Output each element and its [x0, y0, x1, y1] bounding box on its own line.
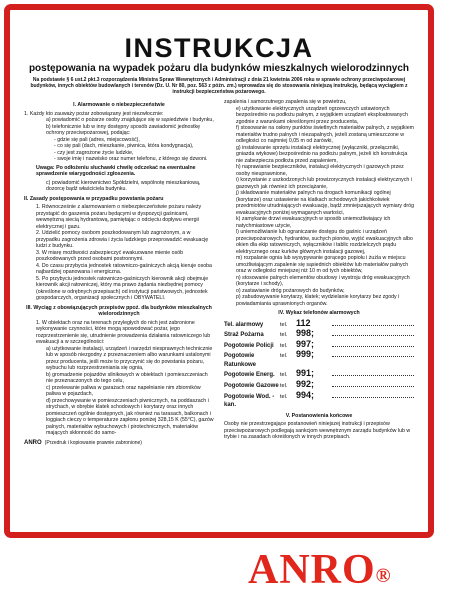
s3-item-k: k) zamykanie drzwi ewakuacyjnych w sposób uniemożliwiający ich natychmiastowe użycie, — [236, 216, 391, 229]
phone-label: Pogotowie Gazowe — [224, 383, 279, 390]
phone-number: 992; — [296, 379, 315, 390]
phone-label: Pogotowie Policji — [224, 342, 274, 349]
registered-mark: ® — [375, 565, 392, 587]
fill-line — [332, 391, 414, 398]
s2-item-5: 5. Po przybyciu jednostek ratowniczo-gaśniczych kierownik akcji obejmuje kierownik akcji ratowniczej, który ma prawo żądania niezbędnej pomocy (określone w odrębnych przepisach) od instytucji państwowych, jednostek gospodarczych, organizacji społecznych i OBYWATELI. — [36, 275, 209, 301]
fill-line — [332, 380, 414, 387]
tel-prefix: tel. — [280, 393, 288, 400]
sign-subtitle: postępowania na wypadek pożaru dla budynków mieszkalnych wielorodzinnych — [28, 63, 410, 74]
sign-title: INSTRUKCJA — [124, 33, 314, 63]
phone-label: Straż Pożarna — [224, 332, 264, 339]
s3-item-p: p) zabudowywanie korytarzy, klatek; wydzielanie korytarzy bez zgody i powiadamiania uprawnionych organów. — [236, 294, 400, 307]
phone-number: 999; — [296, 349, 315, 360]
s1-item-1b-4: - swoje imię i nazwisko oraz numer telefonu, z którego się dzwoni. — [54, 156, 208, 162]
tel-prefix: tel. — [280, 353, 288, 360]
s3-item-d-cont: zapalenia i samorzutnego zapalenia się w powietrzu, — [224, 99, 347, 105]
phone-number: 112 — [296, 317, 311, 328]
fill-line — [332, 369, 414, 376]
phone-label: Pogotowie Ratunkowe — [224, 353, 257, 368]
s3-item-f: f) stosowanie na osłony punktów świetlnych materiałów palnych, z wyjątkiem materiałów trudno palnych i niezapalnych, jeżeli zostaną umieszczone w odległości co najmniej 0,05 m od żarówki, — [236, 125, 414, 144]
phone-row — [224, 350, 414, 369]
fill-line — [332, 340, 414, 347]
phone-list — [224, 319, 414, 410]
tel-prefix: tel. — [280, 372, 288, 379]
s3-item-1: 1. W obiektach oraz na terenach przyległych do nich jest zabronione wykonywanie czynności, które mogą spowodować pożar, jego rozprzestrzenienie się, utrudnienie prowadzenia działania ratowniczego lub ewakuacji a w szczególności: — [36, 319, 211, 345]
fill-line — [332, 319, 414, 326]
s1-item-1c: c) powiadomić kierownictwo Spółdzielni, wspólnotę mieszkaniową, dozorcę bądź właściciela budynku. — [46, 179, 201, 192]
section-1-title: I. Alarmowanie o niebezpieczeństwie — [73, 102, 165, 108]
instruction-columns — [24, 99, 414, 446]
s3-item-j: j) składowanie materiałów palnych na drogach komunikacji ogólnej (korytarze) oraz ustawienie na klatkach schodowych jakichkolwiek przedmiotów utrudniających ewakuację, bądź zmniejszających wymiary dróg ewakuacyjnych poniżej wymaganych wartości, — [236, 190, 414, 216]
s2-item-3: 3. W miarę możliwości zabezpieczyć ewakuowane mienie osób poszkodowanych przed osobami postronnymi. — [36, 249, 184, 262]
phone-row — [224, 369, 414, 380]
tel-prefix: tel. — [280, 342, 288, 349]
s1-item-1b-2: - co się pali (dach, mieszkanie, piwnica, która kondygnacja), — [54, 143, 194, 149]
s3-item-l: l) uniemożliwianie lub ograniczanie dostępu do gaśnic i urządzeń przeciwpożarowych, hydrantów, suchych pionów, wyjść ewakuacyjnych albo okien dla ekip ratowniczych, wyłączników i tablic rozdzielczych prądu elektrycznego oraz kurków głównych instalacji gazowej, — [236, 229, 413, 255]
phone-row — [224, 329, 414, 340]
section-5-title: V. Postanowienia końcowe — [285, 412, 353, 419]
tel-prefix: tel. — [280, 321, 288, 328]
phone-number: 997; — [296, 338, 315, 349]
s3-item-h: h) naprawianie bezpieczników, instalacji elektrycznych i gazowych przez osoby nieuprawnione, — [236, 164, 404, 177]
instruction-sign — [4, 4, 434, 538]
anro-small-logo: ANRO — [24, 439, 42, 446]
s1-item-1a: a) powiadomić o pożarze osoby znajdujące się w sąsiedztwie i budynku, — [46, 117, 214, 123]
phone-row — [224, 319, 414, 330]
phone-label: Tel. alarmowy — [224, 321, 264, 328]
s2-item-1: 1. Równocześnie z alarmowaniem o niebezpieczeństwie pożaru należy przystąpić do gaszenia pożaru będącymi w dyspozycji gaśnicami, wewnętrzną siecią hydrantową, pamiętając o odcięciu dopływu energii elektrycznej i gazu. — [36, 204, 202, 230]
s3-item-i: i) korzystanie z uszkodzonych lub prowizorycznych instalacji elektrycznych i gazowych jak również ich przeciążanie, — [236, 177, 412, 190]
section-3-title: III. Wyciąg z obowiązujących przepisów ppoż. dla budynków mieszkalnych wielorodzinnych — [26, 304, 212, 317]
s3-item-g: g) instalowanie sprzętu instalacji elektrycznej (wyłączniki, przełączniki, gniazda wtykowe) bezpośrednio na podłożu palnym, jeżeli ich konstrukcja nie zabezpiecza podłoża przed zapaleniem, — [236, 144, 408, 164]
phone-row — [224, 340, 414, 351]
tel-prefix: tel. — [280, 383, 288, 390]
s3-item-b: b) gromadzenie pojazdów silnikowych w obiektach i pomieszczeniach nie przeznaczonych do tego celu, — [46, 371, 208, 384]
fill-line — [332, 350, 414, 357]
right-column — [224, 99, 414, 446]
anro-brand-logo — [248, 546, 392, 594]
s1-warning: Uwaga: Po odłożeniu słuchawki chwilę odczekać na ewentualne sprawdzenie wiarygodności zgłoszenia. — [36, 164, 196, 177]
section-4-title: IV. Wykaz telefonów alarmowych — [278, 310, 360, 316]
s1-item-1b-3: - czy jest zagrożone życie ludzkie, — [54, 149, 134, 156]
s1-item-1: 1. Każdy kto zauważy pożar zobowiązany jest niezwłocznie: — [24, 110, 164, 117]
s3-item-n: n) stosowanie palnych elementów obudowy i wystroju dróg ewakuacyjnych (korytarze i schody), — [236, 274, 410, 287]
phone-label: Pogotowie Energ. — [224, 372, 275, 379]
phone-row — [224, 380, 414, 391]
sign-content — [24, 24, 414, 522]
copyright-note: (Przedruk i kopiowanie prawnie zabronione) — [44, 439, 142, 446]
s3-item-e: e) użytkowanie elektrycznych urządzeń ogrzewczych ustawionych bezpośrednio na podłożu palnym, z wyjątkiem urządzeń eksploatowanych zgodnie z warunkami określonymi przez producenta, — [236, 105, 408, 125]
section-5-text: Osoby nie przestrzegające postanowień niniejszej instrukcji i przepisów przeciwpożarowych podlegają sankcjom wewnętrznym zarządu budynków lub w trybie i na zasadach określonych w innych przepisach. — [224, 421, 411, 441]
s3-item-o: o) zastawianie dróg pożarowych do budynków, — [236, 287, 345, 294]
s3-item-a: a) użytkowanie instalacji, urządzeń i narzędzi niesprawnych technicznie lub w sposób niezgodny z przeznaczeniem albo warunkami ustalonymi przez producenta, jeśli może to przyczynić się do powstania pożaru, wybuchu lub rozprzestrzeniania się ognia, — [46, 345, 213, 371]
legal-basis: Na podstawie § 6 ust.2 pkt.3 rozporządzenia Ministra Spraw Wewnętrznych i Administracji z dnia 21 kwietnia 2006 roku w sprawie ochrony przeciwpożarowej budynków, innych obiektów budowlanych i terenów (Dz. U. Nr 80, poz. 563 z późn. zm.) wprowadza się do stosowania niniejszą instrukcję, będącą wyciągiem z instrukcji bezpieczeństwa pożarowego. — [30, 77, 408, 95]
phone-label: Pogotowie Wod. - kan. — [224, 393, 275, 409]
anro-footer-note — [24, 440, 214, 447]
s2-item-2: 2. Udzielić pomocy osobom poszkodowanym lub zagrożonym, a w przypadku zagrożenia zdrowia i życia ludzkiego przeprowadzić ewakuację ludzi z budynku. — [36, 230, 209, 249]
s3-item-c: c) przelewanie paliwa w garażach oraz napełnianie nim zbiorników paliwa w pojazdach, — [46, 384, 201, 397]
phone-number: 991; — [296, 368, 315, 379]
tel-prefix: tel. — [280, 332, 288, 339]
brand-name: ANRO — [248, 547, 376, 593]
fill-line — [332, 329, 414, 336]
phone-number: 998; — [296, 328, 315, 339]
s2-item-4: 4. Do czasu przybycia jednostek ratowniczo-gaśniczych akcją kieruje osoba najbardziej opanowana i energiczna. — [36, 262, 212, 275]
left-column — [24, 99, 214, 446]
s3-item-d: d) przechowywanie w pomieszczeniach piwnicznych, na poddaszach i strychach, w obrębie klatek schodowych i korytarzy oraz innych pomieszczeń ogólnie dostępnych, jak również na tarasach, balkonach i loggiach cieczy o temperaturze zapłonu poniżej 328,15 K (55°C), gazów palnych, materiałów wybuchowych i pirotechnicznych, materiałów mających skłonność do samo- — [46, 397, 214, 436]
phone-row — [224, 391, 414, 410]
phone-number: 994; — [296, 389, 315, 400]
s3-item-m: m) rozpalanie ognia lub wysypywanie gorącego popiołu i żużla w miejscu umożliwiającym zapalenie się sąsiednich obiektów lub materiałów palnych oraz w odległości mniejszej niż 10 m od tych obiektów, — [236, 255, 409, 274]
section-2-title: II. Zasady postępowania w przypadku powstania pożaru — [24, 195, 164, 202]
s1-item-1b: b) telefonicznie lub w inny dostępny sposób zawiadomić jednostkę ochrony przeciwpożarowej, podając: — [46, 123, 201, 136]
s1-item-1b-1: - gdzie się pali (adres, miejscowość), — [54, 136, 140, 143]
